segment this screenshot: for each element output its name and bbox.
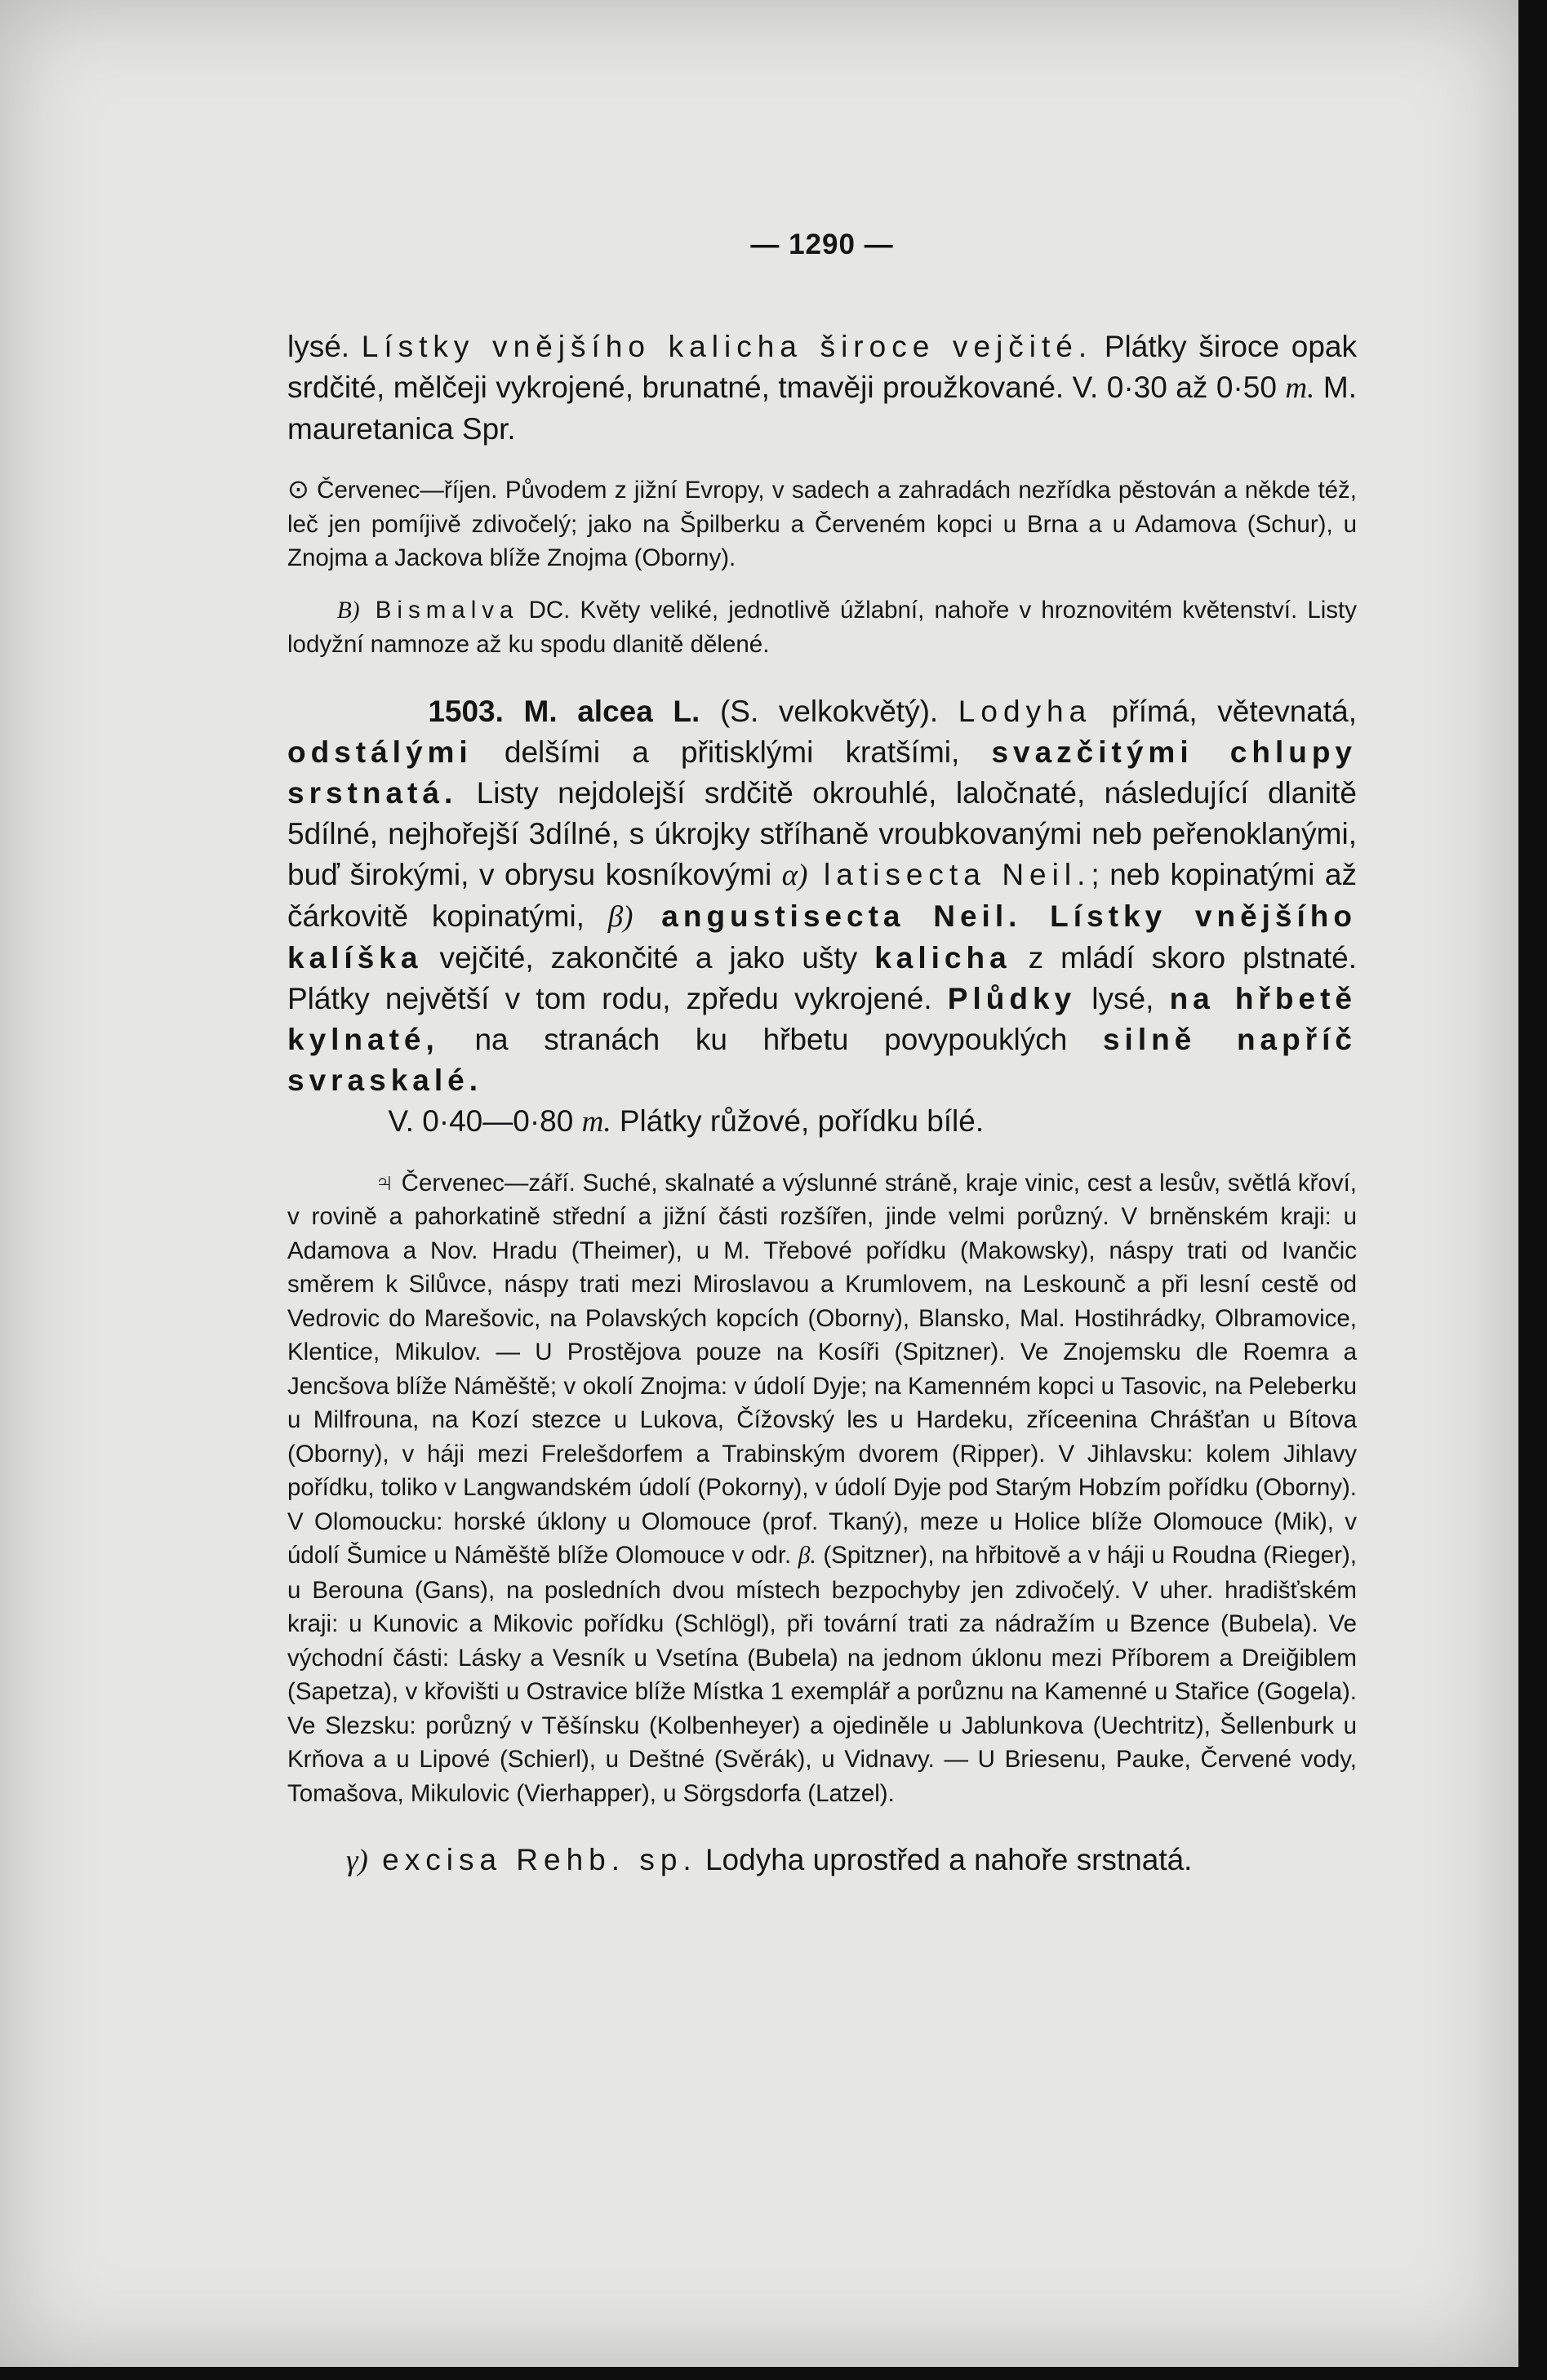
annual-symbol-icon: ⊙ [287, 474, 309, 504]
paragraph-bismalva: B) Bismalva DC. Květy veliké, jednotlivě úžlabní, nahoře v hroznovitém květenství. Listy lodyžní namnoze až ku spodu dlanitě dělené. [287, 596, 1358, 658]
page-text [287, 229, 1357, 1881]
scan-border-bottom [0, 2367, 1547, 2380]
perennial-symbol-icon: ♃ [374, 1166, 394, 1197]
paragraph-distribution-annual: ⊙ Červenec—říjen. Původem z jižní Evropy, v sadech a zahradách nezřídka pěstován a někde též, leč jen pomíjivě zdivočelý; jako na Špilberku a Červeném kopci u Brna a u Adamova (Schur), u Znojma a Jackova blíže Znojma (Oborny). [287, 474, 1357, 571]
scan-border-right [1518, 0, 1547, 2380]
page-number: — 1290 — [750, 229, 894, 260]
paragraph-calyx-description: lysé. Lístky vnějšího kalicha široce vejčité. Plátky široce opak srdčité, mělčeji vykrojené, brunatné, tmavěji proužkované. V. 0·30 až 0·50 m. M. mauretanica Spr. [287, 330, 1357, 446]
paragraph-malva-alcea: 1503. M. alcea L. (S. velkokvětý). Lodyha přímá, větevnatá, odstálými delšími a přitisklými kratšími, svazčitými chlupy srstnatá. Listy nejdolejší srdčitě okrouhlé, laločnaté, následující dlanitě 5dílné, nejhořejší 3dílné, s úkrojky stříhaně vroubkovanými neb peřenoklanými, buď širokými, v obrysu kosníkovými α) latisecta Neil.; neb kopinatými až čárkovitě kopinatými, β) angustisecta Neil. Lístky vnějšího kalíška vejčité, zakončité a jako ušty kalicha z mládí skoro plstnaté. Plátky největší v tom rodu, zpředu vykrojené. Plůdky lysé, na hřbetě kylnaté, na stranách ku hřbetu povypouklých silně napříč svraskalé. V. 0·40—0·80 m. Plátky růžové, pořídku bílé. [287, 694, 1358, 1139]
paragraph-excisa: γ) excisa Rehb. sp. Lodyha uprostřed a nahoře srstnatá. [345, 1843, 1193, 1877]
paragraph-distribution-alcea: ♃ Červenec—září. Suché, skalnaté a výslunné stráně, kraje vinic, cest a lesův, světlá křoví, v rovině a pahorkatině střední a jižní části rozšířen, jinde velmi porůzný. V brněnském kraji: u Adamova a Nov. Hradu (Theimer), u M. Třebové pořídku (Makowsky), náspy trati od Ivančic směrem k Silůvce, náspy trati mezi Miroslavou a Krumlovem, na Leskounč a při lesní cestě od Vedrovic do Marešovic, na Polavských kopcích (Oborny), Blansko, Mal. Hostihrádky, Olbramovice, Klentice, Mikulov. — U Prostějova pouze na Kosíři (Spitzner). Ve Znojemsku dle Roemra a Jencšova blíže Náměště; v okolí Znojma: v údolí Dyje; na Kamenném kopci u Tasovic, na Peleberku u Milfrouna, na Kozí stezce u Lukova, Čížovský les u Hardeku, zříceenina Chrášťan u Bítova (Oborny), v háji mezi Frelešdorfem a Trabinským dvorem (Ripper). V Jihlavsku: kolem Jihlavy pořídku, toliko v Langwandském údolí (Pokorny), v údolí Dyje pod Starým Hobzím pořídku (Oborny). V Olomoucku: horské úklony u Olomouce (prof. Tkaný), meze u Holice blíže Olomouce (Mik), v údolí Šumice u Náměště blíže Olomouce v odr. β. (Spitzner), na hřbitově a v háji u Roudna (Rieger), u Berouna (Gans), na posledních dvou místech bezpochyby jen zdivočelý. V uher. hradišťském kraji: u Kunovic a Mikovic pořídku (Schlögl), při tovární trati za nádražím u Bzence (Bubela). Ve východní části: Lásky a Vesník u Vsetína (Bubela) na jednom úklonu mezi Příborem a Dreiğiblem (Sapetza), v křovišti u Ostravice blíže Místka 1 exemplář a porůznu na Kamenné u Stařice (Gogela). Ve Slezsku: porůzný v Těšínsku (Kolbenheyer) a ojediněle u Jablunkova (Uechtritz), Šellenburk u Krňova a u Lipové (Schierl), u Deštné (Svěrák), u Vidnavy. — U Briesenu, Pauke, Červené vody, Tomašova, Mikulovic (Vierhapper), u Sörgsdorfa (Latzel). [287, 1166, 1357, 1807]
species-heading: 1503. M. alcea L. [428, 694, 700, 728]
